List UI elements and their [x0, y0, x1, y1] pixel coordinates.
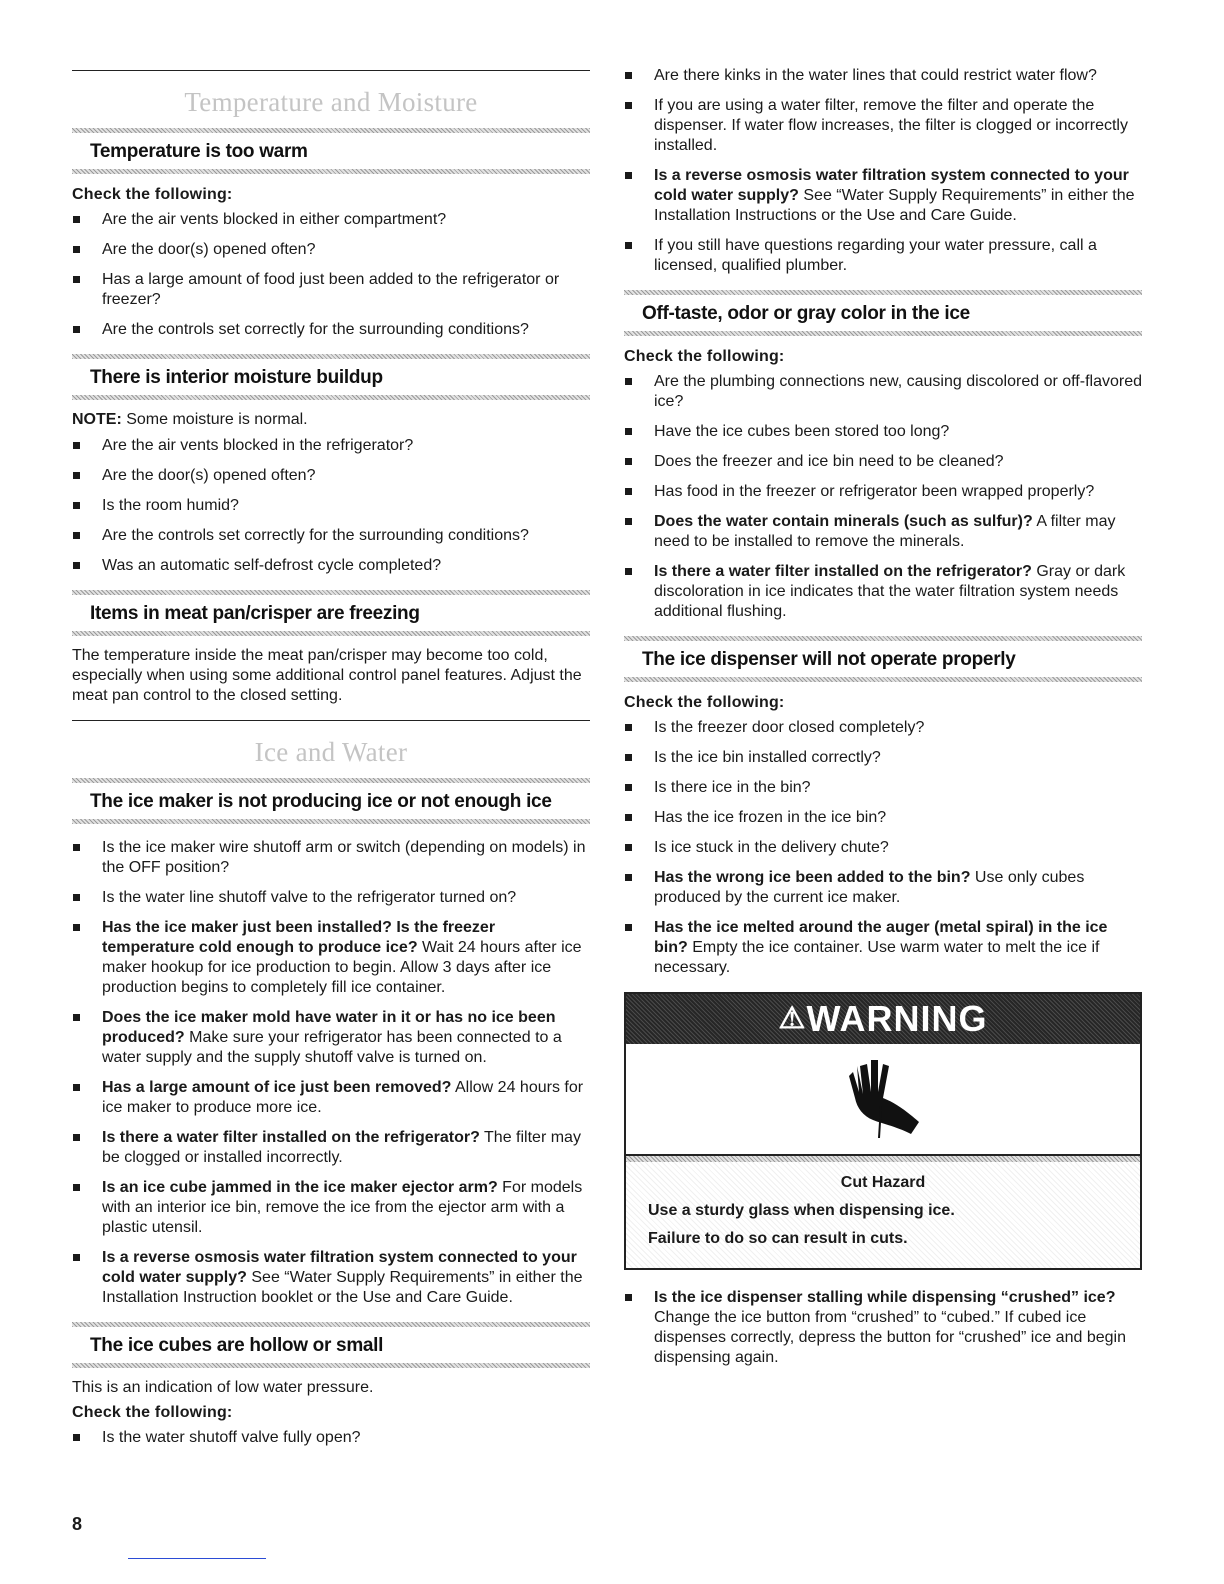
- bullet-icon: [625, 242, 632, 249]
- list-item: Has food in the freezer or refrigerator been wrapped properly?: [624, 482, 1142, 502]
- list-item: Does the freezer and ice bin need to be cleaned?: [624, 452, 1142, 472]
- list-item: If you still have questions regarding your water pressure, call a licensed, qualified plumber.: [624, 236, 1142, 276]
- bullet-icon: [73, 246, 80, 253]
- footer-rule: [128, 1558, 266, 1559]
- bullet-icon: [625, 1294, 632, 1301]
- bullet-icon: [73, 1434, 80, 1441]
- list-item: Is the room humid?: [72, 496, 590, 516]
- bullet-icon: [625, 844, 632, 851]
- list-item: Are the door(s) opened often?: [72, 466, 590, 486]
- list-item: Are there kinks in the water lines that could restrict water flow?: [624, 66, 1142, 86]
- bullet-list: [624, 1288, 1142, 1368]
- check-label: Check the following:: [72, 1404, 233, 1421]
- section-rule: [72, 720, 590, 721]
- heading-band: [72, 778, 590, 783]
- heading-band: [72, 354, 590, 359]
- bullet-icon: [73, 844, 80, 851]
- bullet-icon: [73, 1254, 80, 1261]
- subheading-moisture: There is interior moisture buildup: [90, 367, 383, 388]
- bullet-list: [72, 1428, 590, 1448]
- check-label: Check the following:: [72, 186, 233, 203]
- heading-band: [624, 636, 1142, 641]
- bullet-icon: [625, 378, 632, 385]
- bullet-icon: [625, 172, 632, 179]
- list-item: If you are using a water filter, remove the filter and operate the dispenser. If water flow increases, the filter is clogged or incorrectly installed.: [624, 96, 1142, 156]
- right-column: [624, 66, 1142, 1378]
- bullet-list: [624, 718, 1142, 978]
- hazard-title: Cut Hazard: [840, 1174, 926, 1191]
- bullet-icon: [73, 924, 80, 931]
- bullet-icon: [625, 72, 632, 79]
- list-item: Is the water line shutoff valve to the refrigerator turned on?: [72, 888, 590, 908]
- bullet-icon: [625, 568, 632, 575]
- list-item: Is a reverse osmosis water filtration system connected to your cold water supply? See “Water Supply Requirements” in either the Installation Instructions or the Use and Care Guide.: [624, 166, 1142, 226]
- heading-band: [624, 677, 1142, 682]
- bullet-icon: [73, 1184, 80, 1191]
- bullet-icon: [625, 754, 632, 761]
- warning-box: [624, 992, 1142, 1270]
- list-item: Are the door(s) opened often?: [72, 240, 590, 260]
- bullet-icon: [625, 102, 632, 109]
- bullet-icon: [73, 1014, 80, 1021]
- list-item: Does the ice maker mold have water in it or has no ice been produced? Make sure your refrigerator has been connected to a water supply and the supply shutoff valve is turned on.: [72, 1008, 590, 1068]
- left-column: [72, 70, 590, 1458]
- subheading-temperature-warm: Temperature is too warm: [90, 141, 308, 162]
- bullet-list: [624, 372, 1142, 622]
- list-item: Are the plumbing connections new, causing discolored or off-flavored ice?: [624, 372, 1142, 412]
- bullet-icon: [73, 326, 80, 333]
- bullet-icon: [73, 1134, 80, 1141]
- section-title-temperature: Temperature and Moisture: [184, 87, 478, 117]
- list-item: Is a reverse osmosis water filtration system connected to your cold water supply? See “Water Supply Requirements” in either the Installation Instruction booklet or the Use and Care Guide.: [72, 1248, 590, 1308]
- list-item: Has the ice melted around the auger (metal spiral) in the ice bin? Empty the ice container. Use warm water to melt the ice if necessary.: [624, 918, 1142, 978]
- bullet-icon: [625, 724, 632, 731]
- note: NOTE: Some moisture is normal.: [72, 411, 308, 428]
- bullet-list: [72, 838, 590, 1308]
- list-item: Is an ice cube jammed in the ice maker ejector arm? For models with an interior ice bin, remove the ice from the ejector arm with a plastic utensil.: [72, 1178, 590, 1238]
- section-rule: [72, 70, 590, 71]
- paragraph: This is an indication of low water pressure.: [72, 1379, 374, 1396]
- bullet-icon: [625, 428, 632, 435]
- bullet-icon: [73, 216, 80, 223]
- heading-band: [624, 290, 1142, 295]
- subheading-dispenser: The ice dispenser will not operate properly: [642, 649, 1016, 670]
- heading-band: [72, 169, 590, 174]
- check-label: Check the following:: [624, 348, 785, 365]
- warning-body: [626, 1162, 1140, 1268]
- bullet-list: [72, 210, 590, 340]
- list-item: Is there a water filter installed on the refrigerator? Gray or dark discoloration in ice indicates that the water filtration system needs additional flushing.: [624, 562, 1142, 622]
- heading-band: [72, 631, 590, 636]
- bullet-list: [624, 66, 1142, 276]
- heading-band: [72, 395, 590, 400]
- section-title-ice-water: Ice and Water: [254, 737, 408, 767]
- list-item: Has a large amount of ice just been removed? Allow 24 hours for ice maker to produce more ice.: [72, 1078, 590, 1118]
- list-item: Have the ice cubes been stored too long?: [624, 422, 1142, 442]
- list-item: Does the water contain minerals (such as sulfur)? A filter may need to be installed to remove the minerals.: [624, 512, 1142, 552]
- bullet-icon: [73, 532, 80, 539]
- bullet-icon: [73, 276, 80, 283]
- warning-line: Failure to do so can result in cuts.: [648, 1230, 908, 1247]
- subheading-hollow-cubes: The ice cubes are hollow or small: [90, 1335, 384, 1356]
- bullet-icon: [625, 488, 632, 495]
- bullet-icon: [625, 458, 632, 465]
- list-item: Is the ice dispenser stalling while dispensing “crushed” ice? Change the ice button from “crushed” to “cubed.” If cubed ice dispenses correctly, depress the button for “crushed” ice and begin dispensing again.: [624, 1288, 1142, 1368]
- bullet-icon: [73, 1084, 80, 1091]
- warning-line: Use a sturdy glass when dispensing ice.: [648, 1202, 955, 1219]
- bullet-icon: [73, 472, 80, 479]
- warning-header: ⚠WARNING: [626, 994, 1140, 1044]
- heading-band: [72, 590, 590, 595]
- bullet-icon: [73, 502, 80, 509]
- list-item: Has the wrong ice been added to the bin? Use only cubes produced by the current ice maker.: [624, 868, 1142, 908]
- subheading-meat-pan: Items in meat pan/crisper are freezing: [90, 603, 420, 624]
- bullet-icon: [625, 518, 632, 525]
- subheading-ice-maker: The ice maker is not producing ice or not enough ice: [90, 791, 552, 812]
- list-item: Are the air vents blocked in either compartment?: [72, 210, 590, 230]
- list-item: Has the ice maker just been installed? Is the freezer temperature cold enough to produce ice? Wait 24 hours after ice maker hookup for ice production to begin. Allow 3 days after ice production begins to completely fill ice container.: [72, 918, 590, 998]
- list-item: Has the ice frozen in the ice bin?: [624, 808, 1142, 828]
- bullet-icon: [625, 924, 632, 931]
- paragraph: The temperature inside the meat pan/crisper may become too cold, especially when using some additional control panel features. Adjust the meat pan control to the closed setting.: [72, 647, 582, 704]
- heading-band: [72, 1322, 590, 1327]
- list-item: Is the ice bin installed correctly?: [624, 748, 1142, 768]
- subheading-off-taste: Off-taste, odor or gray color in the ice: [642, 303, 970, 324]
- heading-band: [72, 1363, 590, 1368]
- bullet-icon: [625, 874, 632, 881]
- list-item: Is ice stuck in the delivery chute?: [624, 838, 1142, 858]
- list-item: Are the controls set correctly for the surrounding conditions?: [72, 320, 590, 340]
- heading-band: [72, 819, 590, 824]
- list-item: Is the water shutoff valve fully open?: [72, 1428, 590, 1448]
- list-item: Was an automatic self-defrost cycle completed?: [72, 556, 590, 576]
- heading-band: [624, 331, 1142, 336]
- bullet-icon: [73, 894, 80, 901]
- heading-band: [72, 128, 590, 133]
- list-item: Is the ice maker wire shutoff arm or switch (depending on models) in the OFF position?: [72, 838, 590, 878]
- bullet-icon: [73, 562, 80, 569]
- list-item: Are the air vents blocked in the refrigerator?: [72, 436, 590, 456]
- bullet-icon: [625, 814, 632, 821]
- list-item: Is there a water filter installed on the refrigerator? The filter may be clogged or installed incorrectly.: [72, 1128, 590, 1168]
- cut-hazard-icon: [626, 1044, 1140, 1156]
- list-item: Is the freezer door closed completely?: [624, 718, 1142, 738]
- list-item: Has a large amount of food just been added to the refrigerator or freezer?: [72, 270, 590, 310]
- list-item: Is there ice in the bin?: [624, 778, 1142, 798]
- bullet-icon: [73, 442, 80, 449]
- page-number: 8: [72, 1514, 83, 1534]
- check-label: Check the following:: [624, 694, 785, 711]
- warning-triangle-icon: ⚠: [778, 1002, 807, 1035]
- list-item: Are the controls set correctly for the surrounding conditions?: [72, 526, 590, 546]
- bullet-list: [72, 436, 590, 576]
- bullet-icon: [625, 784, 632, 791]
